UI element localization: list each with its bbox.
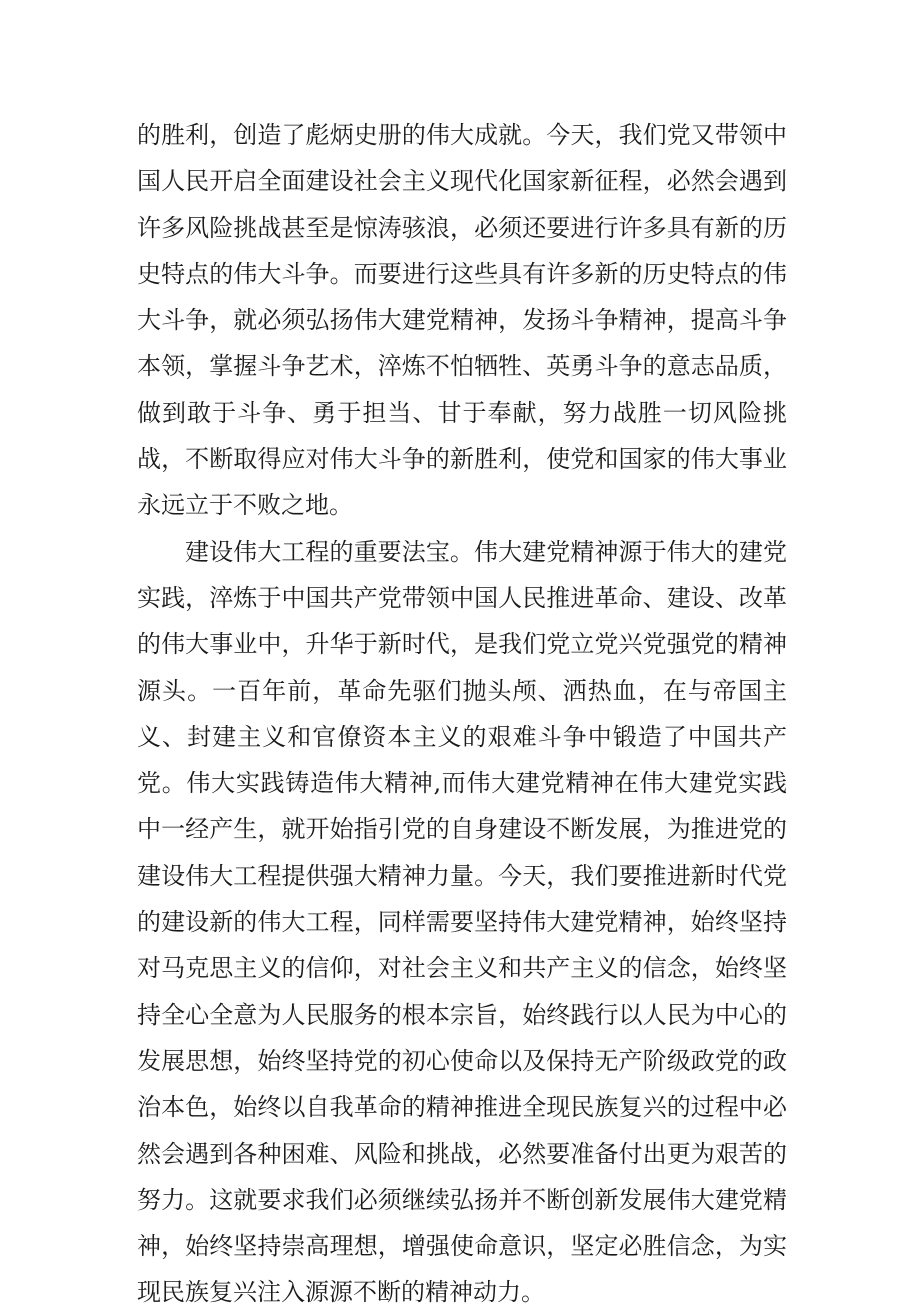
paragraph-great-project: 建设伟大工程的重要法宝。伟大建党精神源于伟大的建党实践，淬炼于中国共产党带领中国人民推进革命、建设、改革的伟大事业中，升华于新时代，是我们党立党兴党强党的精神源头。一百年前，革命先驱们抛头颅、洒热血，在与帝国主义、封建主义和官僚资本主义的艰难斗争中锻造了中国共产党。伟大实践铸造伟大精神,而伟大建党精神在伟大建党实践中一经产生，就开始指引党的自身建设不断发展，为推进党的建设伟大工程提供强大精神力量。今天，我们要推进新时代党的建设新的伟大工程，同样需要坚持伟大建党精神，始终坚持对马克思主义的信仰，对社会主义和共产主义的信念，始终坚持全心全意为人民服务的根本宗旨，始终践行以人民为中心的发展思想，始终坚持党的初心使命以及保持无产阶级政党的政治本色，始终以自我革命的精神推进全现民族复兴的过程中必然会遇到各种困难、风险和挑战，必然要准备付出更为艰苦的努力。这就要求我们必须继续弘扬并不断创新发展伟大建党精神，始终坚持崇高理想，增强使命意识，坚定必胜信念，为实现民族复兴注入源源不断的精神动力。	[137, 537, 787, 1307]
document-body	[137, 112, 787, 1316]
paragraph-continuation: 的胜利，创造了彪炳史册的伟大成就。今天，我们党又带领中国人民开启全面建设社会主义现代化国家新征程，必然会遇到许多风险挑战甚至是惊涛骇浪，必须还要进行许多具有新的历史特点的伟大斗争。而要进行这些具有许多新的历史特点的伟大斗争，就必须弘扬伟大建党精神，发扬斗争精神，提高斗争本领，掌握斗争艺术，淬炼不怕牺牲、英勇斗争的意志品质，做到敢于斗争、勇于担当、甘于奉献，努力战胜一切风险挑战，不断取得应对伟大斗争的新胜利，使党和国家的伟大事业永远立于不败之地。	[137, 121, 787, 520]
